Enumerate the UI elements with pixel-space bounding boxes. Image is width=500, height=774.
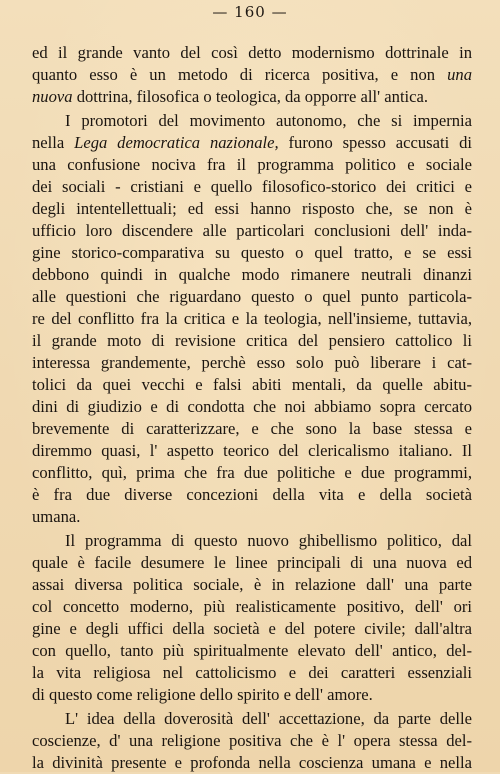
line-text: la divinità presente e profonda nella coscienza umana e nella bbox=[32, 753, 472, 772]
italic-text: una bbox=[447, 65, 472, 84]
line-text: diremmo quasi, l' aspetto teorico del clericalismo italiano. Il bbox=[32, 441, 472, 460]
line-text: coscienze, d' una religione positiva che è l' opera stessa del- bbox=[32, 731, 472, 750]
text-line bbox=[65, 110, 472, 132]
line-text: con quello, tanto più spiritualmente elevato dell' antico, del- bbox=[32, 641, 472, 660]
line-text: degli intentellettuali; ed essi hanno risposto che, se non è bbox=[32, 199, 472, 218]
text-line bbox=[32, 484, 472, 506]
text-line bbox=[32, 154, 472, 176]
line-text: è fra due diverse concezioni della vita e della società bbox=[32, 485, 472, 504]
line-text: brevemente di caratterizzare, e che sono la base stessa e bbox=[32, 419, 472, 438]
line-text: dei sociali - cristiani e quello filosofico-storico dei critici e bbox=[32, 177, 472, 196]
text-line bbox=[32, 596, 472, 618]
text-line bbox=[32, 264, 472, 286]
line-text: di questo come religione dello spirito e dell' amore. bbox=[32, 685, 373, 704]
text-line bbox=[32, 662, 472, 684]
line-text: quanto esso è un metodo di ricerca positiva, e non bbox=[32, 65, 448, 84]
text-line bbox=[65, 708, 472, 730]
line-text: ufficio loro discendere alle particolari conclusioni dell' inda- bbox=[32, 221, 472, 240]
text-line bbox=[32, 330, 472, 352]
line-text: dini di giudizio e di condotta che noi abbiamo sopra cercato bbox=[32, 397, 472, 416]
text-line bbox=[32, 374, 472, 396]
line-text: il grande moto di revisione critica del pensiero cattolico li bbox=[32, 331, 472, 350]
line-text: gine e degli uffici della società e del potere civile; dall'altra bbox=[32, 619, 472, 638]
line-text: una confusione nociva fra il programma politico e sociale bbox=[32, 155, 472, 174]
text-line bbox=[32, 42, 472, 64]
line-text: debbono quindi in qualche modo rimanere neutrali dinanzi bbox=[32, 265, 472, 284]
text-line bbox=[65, 530, 472, 552]
line-text: furono spesso accusati di bbox=[278, 133, 472, 152]
line-text: alle questioni che riguardano questo o quel punto particola- bbox=[32, 287, 472, 306]
line-text: tolici da quei vecchi e falsi abiti mentali, da quelle abitu- bbox=[32, 375, 472, 394]
line-text: L' idea della doverosità dell' accettazione, da parte delle bbox=[65, 709, 472, 728]
line-text: ed il grande vanto del così detto modernismo dottrinale in bbox=[32, 43, 472, 62]
line-text: umana. bbox=[32, 507, 81, 526]
text-line bbox=[32, 640, 472, 662]
text-line bbox=[32, 440, 472, 462]
line-text: col concetto moderno, più realisticamente positivo, dell' ori bbox=[32, 597, 472, 616]
text-line bbox=[32, 132, 472, 154]
text-line bbox=[32, 684, 472, 706]
text-line bbox=[32, 64, 472, 86]
text-line bbox=[32, 198, 472, 220]
line-text: dottrina, filosofica o teologica, da opporre all' antica. bbox=[72, 87, 429, 106]
line-text: nella bbox=[32, 133, 75, 152]
line-text: re del conflitto fra la critica e la teologia, nell'insieme, tuttavia, bbox=[32, 309, 472, 328]
text-line bbox=[32, 286, 472, 308]
italic-text: Lega democratica nazionale, bbox=[74, 133, 279, 152]
text-line bbox=[32, 220, 472, 242]
text-line bbox=[32, 418, 472, 440]
italic-text: nuova bbox=[32, 87, 73, 106]
text-line bbox=[32, 574, 472, 596]
text-line bbox=[32, 352, 472, 374]
text-line bbox=[32, 86, 472, 108]
line-text: gine storico-comparativa su questo o quel tratto, e se essi bbox=[32, 243, 472, 262]
text-line bbox=[32, 506, 472, 528]
text-line bbox=[32, 308, 472, 330]
line-text: Il programma di questo nuovo ghibellismo politico, dal bbox=[65, 531, 472, 550]
text-line bbox=[32, 396, 472, 418]
line-text: conflitto, quì, prima che fra due politiche e due programmi, bbox=[32, 463, 472, 482]
line-text: quale è facile desumere le linee principali di una nuova ed bbox=[32, 553, 472, 572]
text-line bbox=[32, 752, 472, 774]
text-line bbox=[32, 552, 472, 574]
text-line bbox=[32, 730, 472, 752]
text-line bbox=[32, 618, 472, 640]
text-line bbox=[32, 242, 472, 264]
line-text: assai diversa politica sociale, è in relazione dall' una parte bbox=[32, 575, 472, 594]
line-text: I promotori del movimento autonomo, che si impernia bbox=[65, 111, 472, 130]
line-text: interessa grandemente, perchè esso solo può liberare i cat- bbox=[32, 353, 472, 372]
text-line bbox=[32, 462, 472, 484]
text-line bbox=[32, 176, 472, 198]
line-text: la vita religiosa nel cattolicismo e dei caratteri essenziali bbox=[32, 663, 472, 682]
page-number: — 160 — bbox=[212, 3, 288, 21]
